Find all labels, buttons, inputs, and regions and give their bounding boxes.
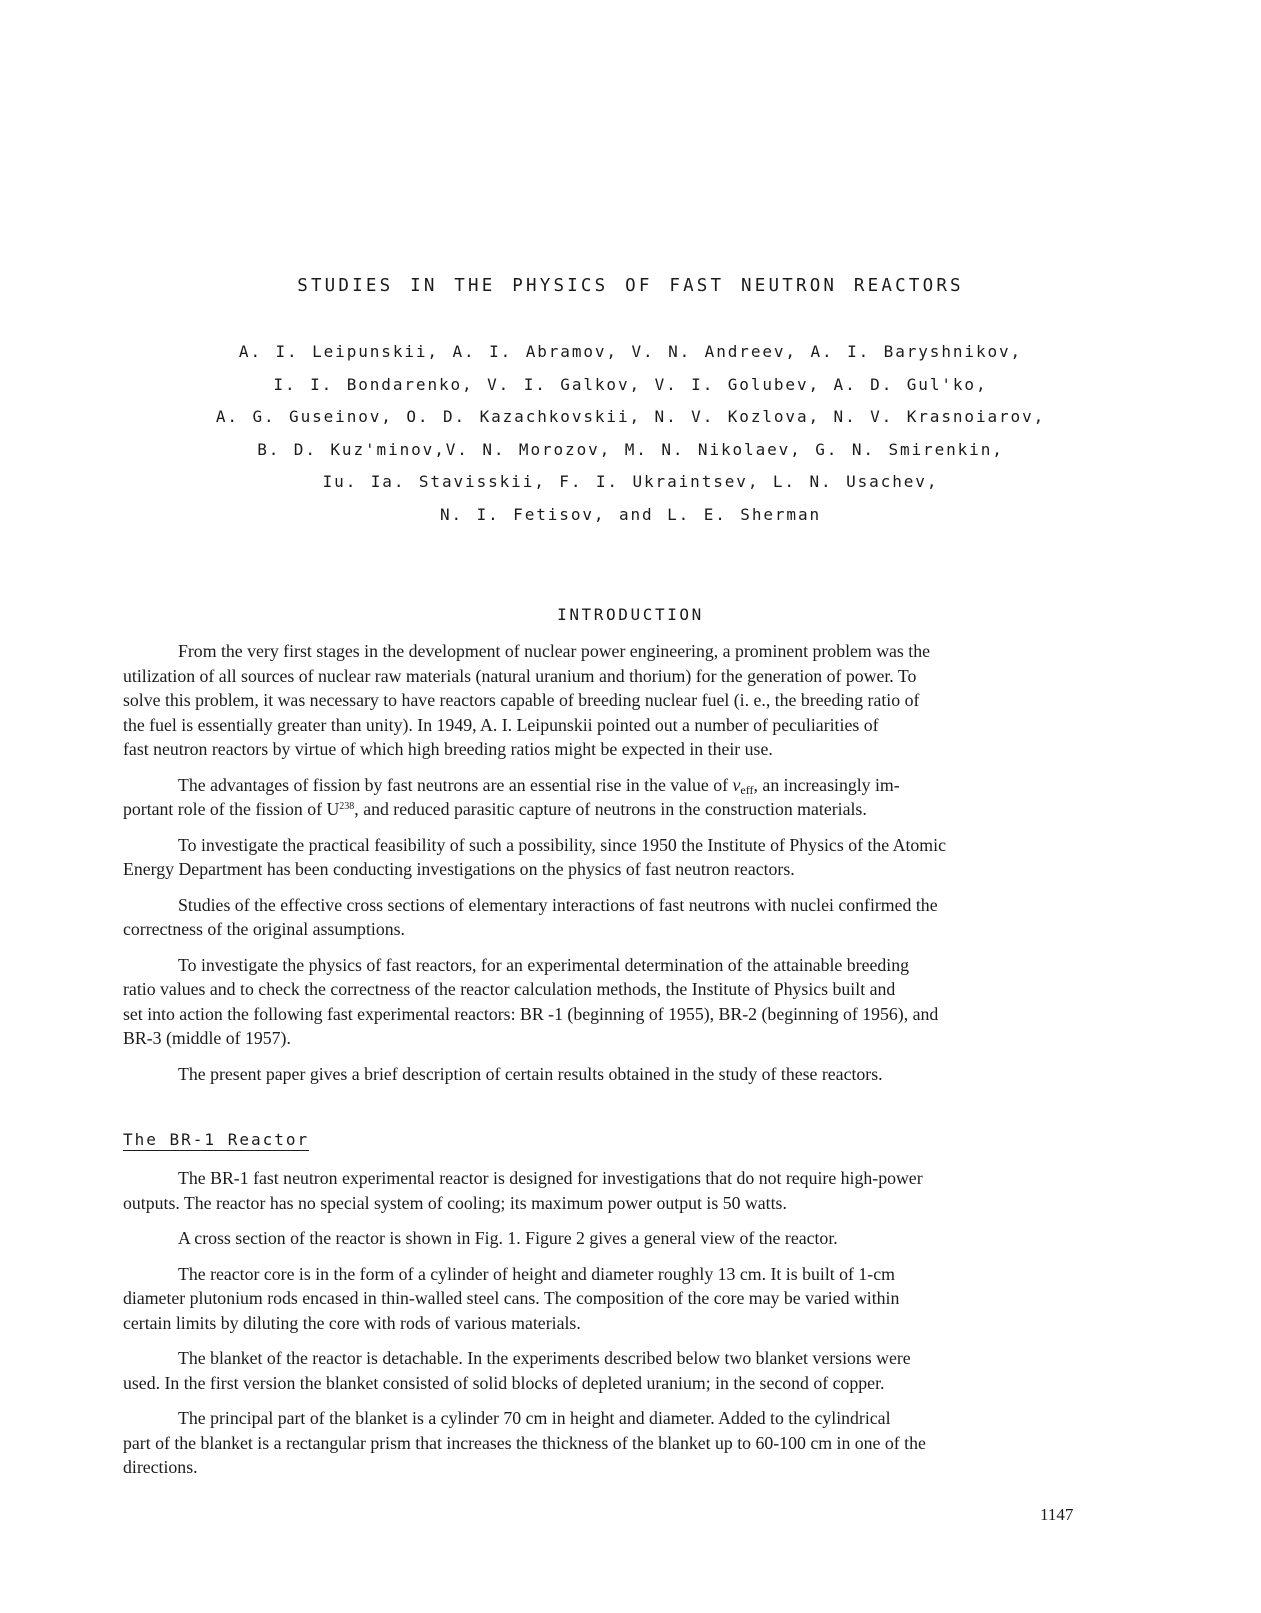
text-line: diameter plutonium rods encased in thin-walled steel cans. The composition of the core may be varied within: [123, 1288, 900, 1308]
paragraph: [123, 639, 1113, 762]
paper-title: STUDIES IN THE PHYSICS OF FAST NEUTRON REACTORS: [297, 276, 964, 296]
text-line: ratio values and to check the correctness of the reactor calculation methods, the Institute of Physics built and: [123, 979, 896, 999]
text-line: Energy Department has been conducting investigations on the physics of fast neutron reactors.: [123, 859, 795, 879]
text-line: From the very first stages in the development of nuclear power engineering, a prominent problem was the: [178, 641, 931, 661]
text-line: To investigate the physics of fast reactors, for an experimental determination of the attainable breeding: [178, 954, 909, 975]
author-line: A. G. Guseinov, O. D. Kazachkovskii, N. V. Kozlova, N. V. Krasnoiarov,: [215, 407, 1046, 426]
text-line: The BR-1 fast neutron experimental reactor is designed for investigations that do not require high-power: [178, 1168, 923, 1188]
text-line: portant role of the fission of $U^{238}$, and reduced parasitic capture of neutrons in the construction materials.: [123, 799, 867, 819]
paragraph: [123, 1166, 1113, 1215]
author-line: Iu. Ia. Stavisskii, F. I. Ukraintsev, L. N. Usachev,: [322, 472, 939, 491]
page-number: 1147: [1040, 1505, 1074, 1524]
author-line: B. D. Kuz'minov,V. N. Morozov, M. N. Nikolaev, G. N. Smirenkin,: [257, 439, 1004, 459]
text-line: BR-3 (middle of 1957).: [123, 1028, 291, 1048]
text-line: solve this problem, it was necessary to have reactors capable of breeding nuclear fuel (i. e., the breeding ratio of: [123, 690, 920, 710]
text-line: The advantages of fission by fast neutrons are an essential rise in the value of $\nu_{eff}$, an increasingly im-: [178, 774, 900, 797]
author-line: I. I. Bondarenko, V. I. Galkov, V. I. Golubev, A. D. Gul'ko,: [273, 374, 988, 394]
paragraph: [123, 1062, 1113, 1087]
text-line: used. In the first version the blanket consisted of solid blocks of depleted uranium; in the second of copper.: [123, 1372, 885, 1393]
introduction-heading: INTRODUCTION: [557, 605, 704, 624]
author-line: N. I. Fetisov, and L. E. Sherman: [439, 504, 822, 524]
text-line: Studies of the effective cross sections of elementary interactions of fast neutrons with nuclei confirmed the: [178, 894, 938, 915]
paragraph: [123, 1262, 1113, 1336]
text-line: The blanket of the reactor is detachable. In the experiments described below two blanket versions were: [178, 1348, 911, 1368]
text-line: outputs. The reactor has no special system of cooling; its maximum power output is 50 watts.: [123, 1192, 787, 1213]
text-line: correctness of the original assumptions.: [123, 919, 405, 939]
br1-body: [123, 1166, 1113, 1480]
text-line: certain limits by diluting the core with rods of various materials.: [123, 1312, 581, 1333]
introduction-body: [123, 639, 1113, 1086]
author-list: [0, 336, 1261, 531]
paragraph: [123, 1346, 1113, 1395]
paragraph: [123, 893, 1113, 942]
text-line: part of the blanket is a rectangular prism that increases the thickness of the blanket up to 60-100 cm in one of the: [123, 1432, 926, 1453]
text-line: A cross section of the reactor is shown in Fig. 1. Figure 2 gives a general view of the reactor.: [178, 1228, 838, 1248]
br1-section-heading: The BR-1 Reactor: [123, 1130, 310, 1149]
text-line: utilization of all sources of nuclear raw materials (natural uranium and thorium) for the generation of power. To: [123, 665, 917, 686]
text-line: The reactor core is in the form of a cylinder of height and diameter roughly 13 cm. It is built of 1-cm: [178, 1263, 895, 1284]
author-line: A. I. Leipunskii, A. I. Abramov, V. N. Andreev, A. I. Baryshnikov,: [238, 342, 1023, 361]
text-line: set into action the following fast experimental reactors: BR -1 (beginning of 1955), BR-2 (beginning of 1956), and: [123, 1003, 939, 1024]
text-line: directions.: [123, 1457, 198, 1477]
paragraph: [123, 773, 1113, 822]
text-line: the fuel is essentially greater than unity). In 1949, A. I. Leipunskii pointed out a number of peculiarities of: [123, 714, 879, 735]
paragraph: [123, 953, 1113, 1051]
paragraph: [123, 1226, 1113, 1251]
paragraph: [123, 833, 1113, 882]
text-line: The present paper gives a brief description of certain results obtained in the study of these reactors.: [178, 1063, 883, 1084]
text-line: To investigate the practical feasibility of such a possibility, since 1950 the Institute of Physics of the Atomic: [178, 834, 946, 855]
paragraph: [123, 1406, 1113, 1480]
text-line: fast neutron reactors by virtue of which high breeding ratios might be expected in their use.: [123, 739, 773, 759]
text-line: The principal part of the blanket is a cylinder 70 cm in height and diameter. Added to the cylindrical: [178, 1408, 891, 1428]
